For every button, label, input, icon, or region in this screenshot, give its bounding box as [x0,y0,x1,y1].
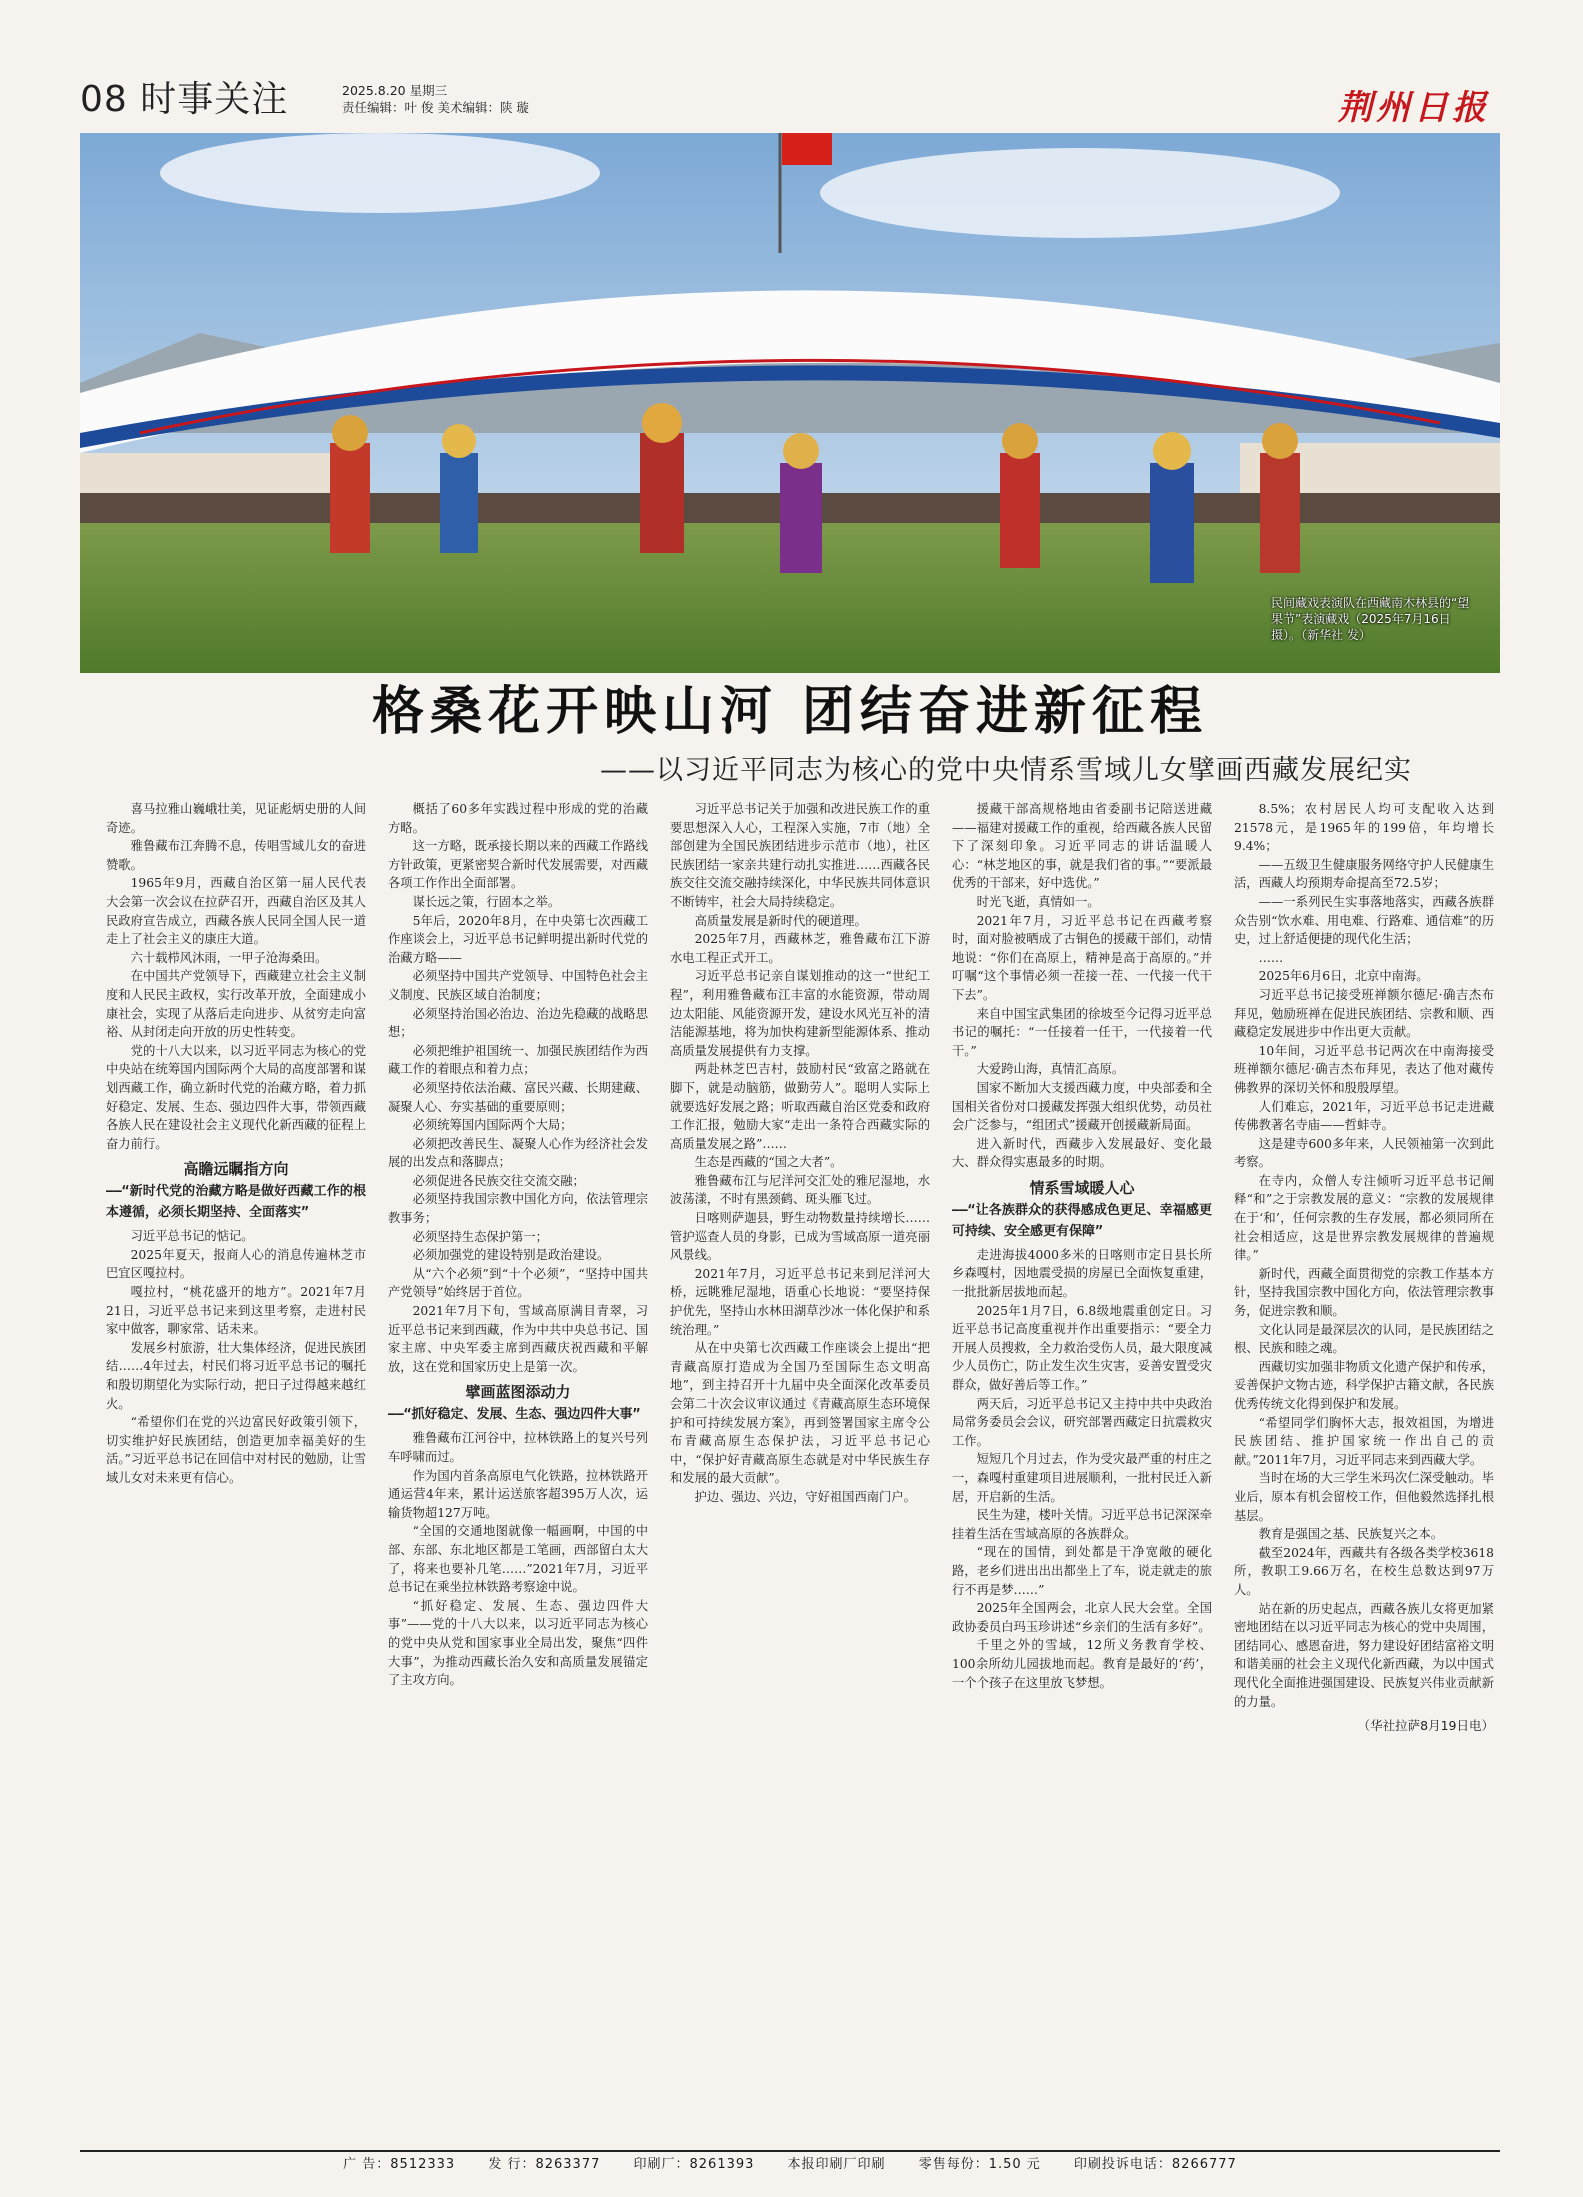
article-paragraph: “希望你们在党的兴边富民好政策引领下，切实维护好民族团结，创造更加幸福美好的生活。”习近平总书记在回信中对村民的勉励，让雪域儿女对未来更有信心。 [106,1415,366,1485]
article-paragraph: 习近平总书记的惦记。 [130,1229,254,1244]
column-5 [1234,800,1494,2110]
article-paragraph: 必须把改善民生、凝聚人心作为经济社会发展的出发点和落脚点； [388,1136,648,1170]
article-paragraph: 雅鲁藏布江河谷中，拉林铁路上的复兴号列车呼啸而过。 [388,1431,648,1464]
article-paragraph: 2025年夏天，报商人心的消息传遍林芝市巴宜区嘎拉村。 [106,1247,366,1281]
article-paragraph: 必须坚持依法治藏、富民兴藏、长期建藏、凝聚人心、夯实基础的重要原则； [388,1080,648,1114]
article-paragraph: 来自中国宝武集团的徐坡至今记得习近平总书记的嘱托：“一任接着一任干，一代接着一代干。” [952,1006,1212,1058]
photo-caption: 民间藏戏表演队在西藏南木林县的“望果节”表演藏戏（2025年7月16日摄）。（新华社 发） [1271,596,1470,642]
article-paragraph: “现在的国情，到处都是干净宽敞的硬化路，老乡们进出出出都坐上了车，说走就走的旅行不再是梦……” [952,1545,1212,1597]
col3-paragraphs [670,800,930,1507]
distribution-phone: 发 行：8263377 [488,2157,601,2172]
article-paragraph: 这是建寺600多年来，人民领袖第一次到此考察。 [1234,1136,1494,1170]
article-paragraph: 喜马拉雅山巍峨壮美，见证彪炳史册的人间奇迹。 [106,802,366,835]
article-paragraph: 8.5%；农村居民人均可支配收入达到21578元，是1965年的199倍，年均增长9.4%； [1234,802,1494,854]
issue-date: 2025.8.20 星期三 [342,83,448,98]
col2-paragraphs [388,800,648,1376]
article-paragraph: ——一系列民生实事落地落实，西藏各族群众告别“饮水难、用电难、行路难、通信难”的历史，过上舒适便捷的现代化生活； [1234,894,1494,947]
article-paragraph: 从“六个必须”到“十个必须”，“坚持中国共产党领导”始终居于首位。 [388,1266,648,1300]
article-paragraph: 雅鲁藏布江与尼洋河交汇处的雅尼湿地，水波荡漾，不时有黑颈鹤、斑头雁飞过。 [670,1173,930,1207]
article-paragraph: 发展乡村旅游，壮大集体经济，促进民族团结……4年过去，村民们将习近平总书记的嘱托和殷切期望化为实际行动，把日子过得越来越红火。 [106,1340,366,1411]
article-paragraph: 文化认同是最深层次的认同，是民族团结之根、民族和睦之魂。 [1234,1322,1494,1356]
newspaper-logo: 荆州日报 [1338,88,1490,128]
article-paragraph: 援藏干部高规格地由省委副书记陪送进藏——福建对援藏工作的重视，给西藏各族人民留下了深刻印象。习近平同志的讲话温暖人心：“林芝地区的事，就是我们省的事。”“要派最优秀的干部来，好中选优。” [952,802,1212,891]
article-paragraph: 2025年7月，西藏林芝，雅鲁藏布江下游水电工程正式开工。 [670,932,930,965]
article-paragraph: 10年间，习近平总书记两次在中南海接受班禅额尔德尼·确吉杰布拜见，表达了他对藏传佛教界的深切关怀和殷殷厚望。 [1234,1043,1494,1095]
article-paragraph: 千里之外的雪域，12所义务教育学校、100余所幼儿园拔地而起。教育是最好的‘药’，一个个孩子在这里放飞梦想。 [952,1638,1212,1690]
col1-paragraphs [106,800,366,1153]
section-heading-1: 高瞻远瞩指方向 [183,1160,289,1179]
article-paragraph: 站在新的历史起点，西藏各族儿女将更加紧密地团结在以习近平同志为核心的党中央周围，团结同心、感恩奋进，努力建设好团结富裕文明和谐美丽的社会主义现代化新西藏，为以中国式现代化全面推进强国建设、民族复兴伟业贡献新的力量。 [1234,1601,1494,1709]
col1b-paragraphs [106,1227,366,1487]
tibetan-opera-photo [80,133,1500,673]
section-heading-2: 擘画蓝图添动力 [465,1383,571,1402]
article-paragraph: …… [1258,950,1284,965]
article-paragraph: 两赴林芝巴吉村，鼓励村民“致富之路就在脚下，就是动脑筋，做勤劳人”。聪明人实际上就要选好发展之路；听取西藏自治区党委和政府工作汇报，勉励大家“走出一条符合西藏实际的高质量发展之路”…… [670,1062,930,1151]
article-paragraph: 民生为建，楼叶关情。习近平总书记深深牵挂着生活在雪域高原的各族群众。 [952,1508,1212,1541]
article-paragraph: 人们难忘，2021年，习近平总书记走进藏传佛教著名寺庙——哲蚌寺。 [1234,1099,1494,1133]
price: 零售每份：1.50 元 [918,2157,1041,2172]
article-paragraph: 生态是西藏的“国之大者”。 [694,1155,843,1170]
printer: 本报印刷厂印刷 [787,2157,886,2172]
section-subheading-3: ——“让各族群众的获得感成色更足、幸福感更可持续、安全感更有保障” [952,1202,1212,1239]
page-number: 08 时事关注 [80,79,289,120]
article-paragraph: 必须加强党的建设特别是政治建设。 [412,1248,610,1263]
article-paragraph: 必须统筹国内国际两个大局； [412,1118,573,1133]
article-paragraph: 当时在场的大三学生米玛次仁深受触动。毕业后，原本有机会留校工作，但他毅然选择扎根基层。 [1234,1471,1494,1523]
complaint-phone: 印刷投诉电话：8266777 [1073,2157,1237,2172]
article-headline: 格桑花开映山河 团结奋进新征程 [371,682,1209,742]
article-paragraph: 从在中央第七次西藏工作座谈会上提出“把青藏高原打造成为全国乃至国际生态文明高地”，到主持召开十九届中央全面深化改革委员会第二十次会议审议通过《青藏高原生态环境保护和可持续发展方案》，再到签署国家主席令公布青藏高原生态保护法，习近平总书记心中，“保护好青藏高原生态就是对中华民族生存和发展的最大贡献”。 [670,1341,930,1486]
column-4 [952,800,1212,2110]
article-paragraph: 习近平总书记关于加强和改进民族工作的重要思想深入人心，工程深入实施，7市（地）全部创建为全国民族团结进步示范市（地），社区民族团结一家亲共建行动扎实推进……西藏各民族交往交流交融持续深化，中华民族共同体意识不断铸牢，社会大局持续稳定。 [670,802,930,909]
article-paragraph: 两天后，习近平总书记又主持中共中央政治局常务委员会会议，研究部署西藏定日抗震救灾工作。 [952,1396,1212,1448]
print-phone: 印刷厂：8261393 [633,2157,755,2172]
article-paragraph: “全国的交通地图就像一幅画啊，中国的中部、东部、东北地区都是工笔画，西部留白太大了，将来也要补几笔……”2021年7月，习近平总书记在乘坐拉林铁路考察途中说。 [388,1524,648,1595]
col5-paragraphs [1234,800,1494,1711]
article-paragraph: 雅鲁藏布江奔腾不息，传唱雪域儿女的奋进赞歌。 [106,839,366,872]
article-paragraph: 必须坚持治国必治边、治边先稳藏的战略思想； [388,1006,648,1040]
lead-photo [80,133,1500,673]
article-paragraph: 必须坚持中国共产党领导、中国特色社会主义制度、民族区域自治制度； [388,969,648,1002]
article-paragraph: 进入新时代，西藏步入发展最好、变化最大、群众得实惠最多的时期。 [952,1136,1212,1170]
article-byline: （华社拉萨8月19日电） [1357,1718,1494,1734]
page-footer [80,2150,1500,2180]
article-paragraph: 必须把维护祖国统一、加强民族团结作为西藏工作的着眼点和着力点； [388,1043,648,1077]
article-paragraph: 概括了60多年实践过程中形成的党的治藏方略。 [388,802,648,835]
article-paragraph: 西藏切实加强非物质文化遗产保护和传承，妥善保护文物古迹，科学保护古籍文献，各民族优秀传统文化得到保护和发展。 [1234,1359,1494,1411]
article-paragraph: 教育是强国之基、民族复兴之本。 [1258,1527,1444,1542]
col2b-paragraphs [388,1429,648,1689]
article-paragraph: 高质量发展是新时代的硬道理。 [694,913,867,928]
article-paragraph: 党的十八大以来，以习近平同志为核心的党中央站在统筹国内国际两个大局的高度部署和谋划西藏工作，确立新时代党的治藏方略，着力抓好稳定、发展、生态、强边四件大事，带领西藏各族人民在建设社会主义现代化新西藏的征程上奋力前行。 [106,1043,366,1151]
article-paragraph: 必须坚持生态保护第一； [412,1229,548,1244]
article-paragraph: 在寺内，众僧人专注倾听习近平总书记阐释“和”之于宗教发展的意义：“宗教的发展规律在于‘和’，任何宗教的生存发展，都必须同所在社会相适应，这是世界宗教发展规律的普遍规律。” [1234,1173,1494,1263]
column-1 [106,800,366,2110]
article-paragraph: ——五级卫生健康服务网络守护人民健康生活，西藏人均预期寿命提高至72.5岁； [1234,857,1494,891]
article-paragraph: 日喀则萨迦县，野生动物数量持续增长……管护巡查人员的身影，已成为雪域高原一道亮丽风景线。 [670,1211,930,1263]
article-paragraph: 习近平总书记接受班禅额尔德尼·确吉杰布拜见，勉励班禅在促进民族团结、宗教和顺、西藏稳定发展进步中作出更大贡献。 [1234,987,1494,1040]
article-paragraph: 新时代，西藏全面贯彻党的宗教工作基本方针，坚持我国宗教中国化方向，依法管理宗教事务，促进宗教和顺。 [1234,1266,1494,1319]
article-paragraph: 谋长远之策，行固本之举。 [412,894,561,909]
article-paragraph: 护边、强边、兴边，守好祖国西南门户。 [694,1489,916,1504]
article-paragraph: 2025年1月7日，6.8级地震重创定日。习近平总书记高度重视并作出重要指示：“要全力开展人员搜救，全力救治受伤人员，最大限度减少人员伤亡，防止发生次生灾害，妥善安置受灾群众，做好善后等工作。” [952,1303,1212,1393]
article-paragraph: 2021年7月，习近平总书记在西藏考察时，面对脸被晒成了古铜色的援藏干部们，动情地说：“你们在高原上，精神是高于高原的。”并叮嘱“这个事情必须一茬接一茬、一代接一代干下去”。 [952,913,1212,1002]
article-paragraph: 作为国内首条高原电气化铁路，拉林铁路开通运营4年来，累计运送旅客超395万人次，运输货物超127万吨。 [388,1468,648,1520]
article-paragraph: 2025年全国两会，北京人民大会堂。全国政协委员白玛玉珍讲述“乡亲们的生活有多好”。 [952,1601,1212,1634]
editors: 责任编辑：叶 俊 美术编辑：陕 璇 [342,100,529,115]
article-paragraph: 这一方略，既承接长期以来的西藏工作路线方针政策，更紧密契合新时代发展需要，对西藏各项工作作出全面部署。 [388,839,648,891]
ad-phone: 广 告：8512333 [343,2157,456,2172]
article-body [106,800,1496,2110]
article-paragraph: 六十载栉风沐雨，一甲子沧海桑田。 [130,950,328,965]
page-header [80,80,1500,128]
col4b-paragraphs [952,1246,1212,1692]
column-2 [388,800,648,2110]
article-paragraph: 在中国共产党领导下，西藏建立社会主义制度和人民民主政权，实行改革开放，全面建成小康社会，实现了从落后走向进步、从贫穷走向富裕、从封闭走向开放的历史性转变。 [106,969,366,1040]
article-paragraph: 必须促进各民族交往交流交融； [412,1173,585,1188]
section-title: 时事关注 [140,79,289,120]
article-paragraph: 2021年7月，习近平总书记来到尼洋河大桥，远眺雅尼湿地，语重心长地说：“要坚持保护优先，坚持山水林田湖草沙冰一体化保护和系统治理。” [670,1266,930,1337]
header-meta [342,82,529,116]
article-paragraph: 2025年6月6日，北京中南海。 [1258,969,1429,984]
article-paragraph: 1965年9月，西藏自治区第一届人民代表大会第一次会议在拉萨召开，西藏自治区及其人民政府宣告成立，西藏各族人民同全国人民一道走上了社会主义的康庄大道。 [106,876,366,947]
article-paragraph: 2021年7月下旬，雪域高原满目青翠，习近平总书记来到西藏，作为中共中央总书记、国家主席、中央军委主席到西藏庆祝西藏和平解放，这在党和国家历史上是第一次。 [388,1304,648,1374]
article-paragraph: 必须坚持我国宗教中国化方向，依法管理宗教事务； [388,1192,648,1226]
article-paragraph: 习近平总书记亲自谋划推动的这一“世纪工程”，利用雅鲁藏布江丰富的水能资源，带动周边太阳能、风能资源开发，建设水风光互补的清洁能源基地，将为加快构建新型能源体系、推动高质量发展提供有力支撑。 [670,969,930,1058]
article-paragraph: 5年后，2020年8月，在中央第七次西藏工作座谈会上，习近平总书记鲜明提出新时代党的治藏方略—— [388,913,648,965]
section-subheading-2: ——“抓好稳定、发展、生态、强边四件大事” [388,1407,641,1423]
article-paragraph: 大爱跨山海，真情汇高原。 [976,1062,1125,1077]
section-subheading-1: ——“新时代党的治藏方略是做好西藏工作的根本遵循，必须长期坚持、全面落实” [106,1184,366,1221]
column-3 [670,800,930,2110]
article-paragraph: 嘎拉村，“桃花盛开的地方”。2021年7月21日，习近平总书记来到这里考察，走进村民家中做客，聊家常、话未来。 [106,1285,366,1337]
article-paragraph: 短短几个月过去，作为受灾最严重的村庄之一，森嘎村重建项目进展顺利，一批村民迁入新居，开启新的生活。 [952,1452,1212,1504]
article-paragraph: 国家不断加大支援西藏力度，中央部委和全国相关省份对口援藏发挥强大组织优势，动员社会广泛参与，“组团式”援藏开创援藏新局面。 [952,1080,1212,1133]
section-heading-3: 情系雪域暖人心 [1029,1178,1135,1197]
article-paragraph: “抓好稳定、发展、生态、强边四件大事”——党的十八大以来，以习近平同志为核心的党中央从党和国家事业全局出发，聚焦“四件大事”，为推动西藏长治久安和高质量发展锚定了主攻方向。 [388,1598,648,1688]
article-paragraph: 时光飞逝，真情如一。 [976,894,1100,909]
article-paragraph: 走进海拔4000多米的日喀则市定日县长所乡森嘎村，因地震受损的房屋已全面恢复重建，一批批新居拔地而起。 [952,1247,1212,1300]
article-paragraph: 截至2024年，西藏共有各级各类学校3618所，教职工9.66万名，在校生总数达到97万人。 [1234,1545,1494,1597]
col4-paragraphs [952,800,1212,1172]
article-paragraph: “希望同学们胸怀大志，报效祖国，为增进民族团结、推护国家统一作出自己的贡献。”2011年7月，习近平同志来到西藏大学。 [1234,1415,1494,1467]
article-subtitle: ——以习近平同志为核心的党中央情系雪域儿女擘画西藏发展纪实 [600,755,1412,786]
